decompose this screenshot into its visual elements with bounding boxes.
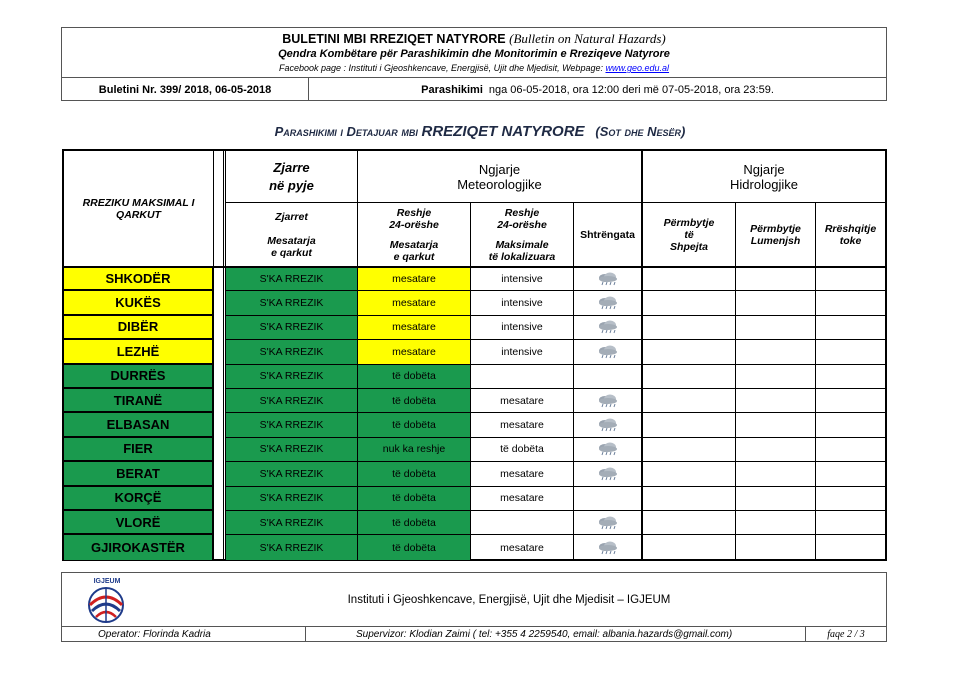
storm-cell <box>574 389 643 413</box>
col-rain-avg-header <box>358 203 471 267</box>
storm-cell <box>574 267 643 291</box>
storm-cell <box>574 462 643 486</box>
storm-cloud-icon <box>597 442 619 456</box>
qark-name: SHKODËR <box>64 267 214 291</box>
qark-name: GJIROKASTËR <box>64 535 214 559</box>
fire-risk-cell: S'KA RREZIK <box>226 389 358 413</box>
flash-flood-cell <box>643 365 736 389</box>
river-flood-cell <box>736 267 816 291</box>
header-line: Zjarret <box>275 210 308 223</box>
qark-name: KORÇË <box>64 487 214 511</box>
col-landslide-header <box>816 203 885 267</box>
rain-max-cell: mesatare <box>471 389 574 413</box>
fire-risk-cell: S'KA RREZIK <box>226 267 358 291</box>
header-line: Maksimale <box>495 238 549 251</box>
rain-max-cell: mesatare <box>471 462 574 486</box>
rain-avg-cell: të dobëta <box>358 365 471 389</box>
qark-name: VLORË <box>64 511 214 535</box>
col-rain-max-header <box>471 203 574 267</box>
footer-contact-row <box>62 626 886 641</box>
qark-name: BERAT <box>64 462 214 486</box>
flash-flood-cell <box>643 267 736 291</box>
qark-name: DURRËS <box>64 365 214 389</box>
storm-cell <box>574 413 643 437</box>
storm-cloud-icon <box>597 394 619 408</box>
landslide-cell <box>816 340 885 364</box>
storm-cell <box>574 291 643 315</box>
landslide-cell <box>816 535 885 559</box>
fire-risk-cell: S'KA RREZIK <box>226 535 358 559</box>
bulletin-header <box>61 27 887 101</box>
river-flood-cell <box>736 413 816 437</box>
header-line: Përmbytje <box>663 216 715 229</box>
rain-avg-cell: të dobëta <box>358 487 471 511</box>
header-line: Shpejta <box>670 240 708 253</box>
storm-cloud-icon <box>597 272 619 286</box>
storm-cloud-icon <box>597 541 619 555</box>
header-line: Rrëshqitje <box>824 222 877 235</box>
header-line: Reshje <box>396 206 432 219</box>
landslide-cell <box>816 316 885 340</box>
section-title-part1: Parashikimi i Detajuar mbi <box>274 124 418 139</box>
storm-cell <box>574 487 643 511</box>
qark-name: KUKËS <box>64 291 214 315</box>
center-subtitle: Qendra Kombëtare për Parashikimin dhe Monitorimin e Rreziqeve Natyrore <box>278 48 670 60</box>
header-line: Lumenjsh <box>750 234 801 247</box>
institute-name: Instituti i Gjeoshkencave, Energjisë, Ujit dhe Mjedisit – IGJEUM <box>347 593 671 606</box>
rain-avg-cell: të dobëta <box>358 389 471 413</box>
section-title-part3: (Sot dhe Nesër) <box>595 124 686 139</box>
header-line: Ngjarje <box>478 161 521 177</box>
col-storm-header: Shtrëngata <box>574 203 643 267</box>
fire-risk-cell: S'KA RREZIK <box>226 413 358 437</box>
rain-avg-cell: mesatare <box>358 291 471 315</box>
landslide-cell <box>816 267 885 291</box>
storm-cloud-icon <box>597 516 619 530</box>
header-line: Mesatarja <box>267 234 316 247</box>
header-top <box>62 28 886 78</box>
header-line: të <box>684 228 694 241</box>
rain-max-cell <box>471 511 574 535</box>
landslide-cell <box>816 365 885 389</box>
title-english: (Bulletin on Natural Hazards) <box>509 31 666 46</box>
hydro-group-header <box>643 151 885 203</box>
storm-cloud-icon <box>597 320 619 334</box>
storm-cloud-icon <box>597 296 619 310</box>
bulletin-number: Buletini Nr. 399/ 2018, 06-05-2018 <box>62 78 309 101</box>
river-flood-cell <box>736 487 816 511</box>
header-line: 24-orëshe <box>497 218 547 231</box>
qark-name: TIRANË <box>64 389 214 413</box>
header-divider <box>64 266 885 268</box>
fire-risk-cell: S'KA RREZIK <box>226 511 358 535</box>
landslide-cell <box>816 438 885 462</box>
landslide-cell <box>816 413 885 437</box>
header-line: të lokalizuara <box>488 250 556 263</box>
forecast-period <box>309 78 886 101</box>
title-text: BULETINI MBI RREZIQET NATYRORE <box>282 32 506 46</box>
flash-flood-cell <box>643 511 736 535</box>
links-line <box>62 62 886 74</box>
header-line: Hidrologjike <box>730 176 798 192</box>
river-flood-cell <box>736 535 816 559</box>
landslide-cell <box>816 462 885 486</box>
rain-avg-cell: të dobëta <box>358 511 471 535</box>
rain-max-cell: mesatare <box>471 413 574 437</box>
rain-max-cell: mesatare <box>471 535 574 559</box>
fire-risk-cell: S'KA RREZIK <box>226 291 358 315</box>
storm-cloud-icon <box>597 345 619 359</box>
igjeum-logo-icon <box>70 575 144 625</box>
website-link[interactable]: www.geo.edu.al <box>605 63 670 73</box>
landslide-cell <box>816 511 885 535</box>
storm-cell <box>574 438 643 462</box>
river-flood-cell <box>736 389 816 413</box>
qark-name: DIBËR <box>64 316 214 340</box>
river-flood-cell <box>736 291 816 315</box>
rain-avg-cell: mesatare <box>358 340 471 364</box>
rain-max-cell: intensive <box>471 267 574 291</box>
header-line: Reshje <box>504 206 540 219</box>
storm-cell <box>574 511 643 535</box>
rain-avg-cell: nuk ka reshje <box>358 438 471 462</box>
rain-avg-cell: mesatare <box>358 267 471 291</box>
supervisor-contact: Supervizor: Klodian Zaimi ( tel: +355 4 2259540, email: albania.hazards@gmail.com) <box>306 627 806 641</box>
rain-avg-cell: mesatare <box>358 316 471 340</box>
bulletin-footer <box>61 572 887 642</box>
flash-flood-cell <box>643 438 736 462</box>
header-info-row <box>62 78 886 101</box>
rain-max-cell: intensive <box>471 340 574 364</box>
qark-name: LEZHË <box>64 340 214 364</box>
landslide-cell <box>816 487 885 511</box>
fire-risk-cell: S'KA RREZIK <box>226 487 358 511</box>
qark-name: ELBASAN <box>64 413 214 437</box>
flash-flood-cell <box>643 413 736 437</box>
operator-name: Operator: Florinda Kadria <box>62 627 306 641</box>
page-number: faqe 2 / 3 <box>827 628 865 640</box>
rain-max-cell: të dobëta <box>471 438 574 462</box>
max-risk-header: RREZIKU MAKSIMAL I QARKUT <box>64 151 214 267</box>
flash-flood-cell <box>643 462 736 486</box>
river-flood-cell <box>736 316 816 340</box>
river-flood-cell <box>736 340 816 364</box>
col-fire-header <box>226 203 358 267</box>
fire-risk-cell: S'KA RREZIK <box>226 316 358 340</box>
col-flash-flood-header <box>643 203 736 267</box>
flash-flood-cell <box>643 316 736 340</box>
forecast-period-text: nga 06-05-2018, ora 12:00 deri më 07-05-2018, ora 23:59. <box>488 83 774 96</box>
river-flood-cell <box>736 462 816 486</box>
rain-max-cell: intensive <box>471 316 574 340</box>
river-flood-cell <box>736 511 816 535</box>
river-flood-cell <box>736 438 816 462</box>
rain-avg-cell: të dobëta <box>358 462 471 486</box>
flash-flood-cell <box>643 535 736 559</box>
storm-cloud-icon <box>597 418 619 432</box>
fire-risk-cell: S'KA RREZIK <box>226 438 358 462</box>
storm-cell <box>574 316 643 340</box>
storm-cell <box>574 340 643 364</box>
column-separator <box>214 151 226 560</box>
header-line: në pyje <box>269 177 314 193</box>
qark-name: FIER <box>64 438 214 462</box>
bulletin-title <box>62 31 886 47</box>
landslide-cell <box>816 291 885 315</box>
header-line: toke <box>839 234 862 247</box>
fire-risk-cell: S'KA RREZIK <box>226 462 358 486</box>
flash-flood-cell <box>643 340 736 364</box>
header-line: Përmbytje <box>750 222 801 235</box>
fire-group-header <box>226 151 358 203</box>
rain-max-cell <box>471 365 574 389</box>
fire-risk-cell: S'KA RREZIK <box>226 365 358 389</box>
header-line: Mesatarja <box>389 238 439 251</box>
facebook-page-text: Facebook page : Instituti i Gjeoshkencave, Energjisë, Ujit dhe Mjedisit, Webpage: <box>278 63 603 73</box>
header-line: e qarkut <box>393 250 435 263</box>
storm-cell <box>574 365 643 389</box>
fire-risk-cell: S'KA RREZIK <box>226 340 358 364</box>
header-line: Ngjarje <box>743 161 785 177</box>
header-line: e qarkut <box>271 246 312 259</box>
header-line: Zjarre <box>273 159 310 175</box>
storm-cloud-icon <box>597 467 619 481</box>
forecast-label: Parashikimi <box>421 83 483 96</box>
col-river-flood-header <box>736 203 816 267</box>
flash-flood-cell <box>643 291 736 315</box>
rain-max-cell: mesatare <box>471 487 574 511</box>
hazard-table <box>62 149 887 561</box>
rain-avg-cell: të dobëta <box>358 413 471 437</box>
section-title-part2: RREZIQET NATYRORE <box>421 123 585 140</box>
rain-max-cell: intensive <box>471 291 574 315</box>
header-line: Meteorologjike <box>457 176 542 192</box>
flash-flood-cell <box>643 389 736 413</box>
header-line: 24-orëshe <box>389 218 439 231</box>
landslide-cell <box>816 389 885 413</box>
river-flood-cell <box>736 365 816 389</box>
storm-cell <box>574 535 643 559</box>
flash-flood-cell <box>643 487 736 511</box>
section-title <box>0 123 960 140</box>
meteo-group-header <box>358 151 643 203</box>
logo-text: IGJEUM <box>93 578 121 585</box>
rain-avg-cell: të dobëta <box>358 535 471 559</box>
